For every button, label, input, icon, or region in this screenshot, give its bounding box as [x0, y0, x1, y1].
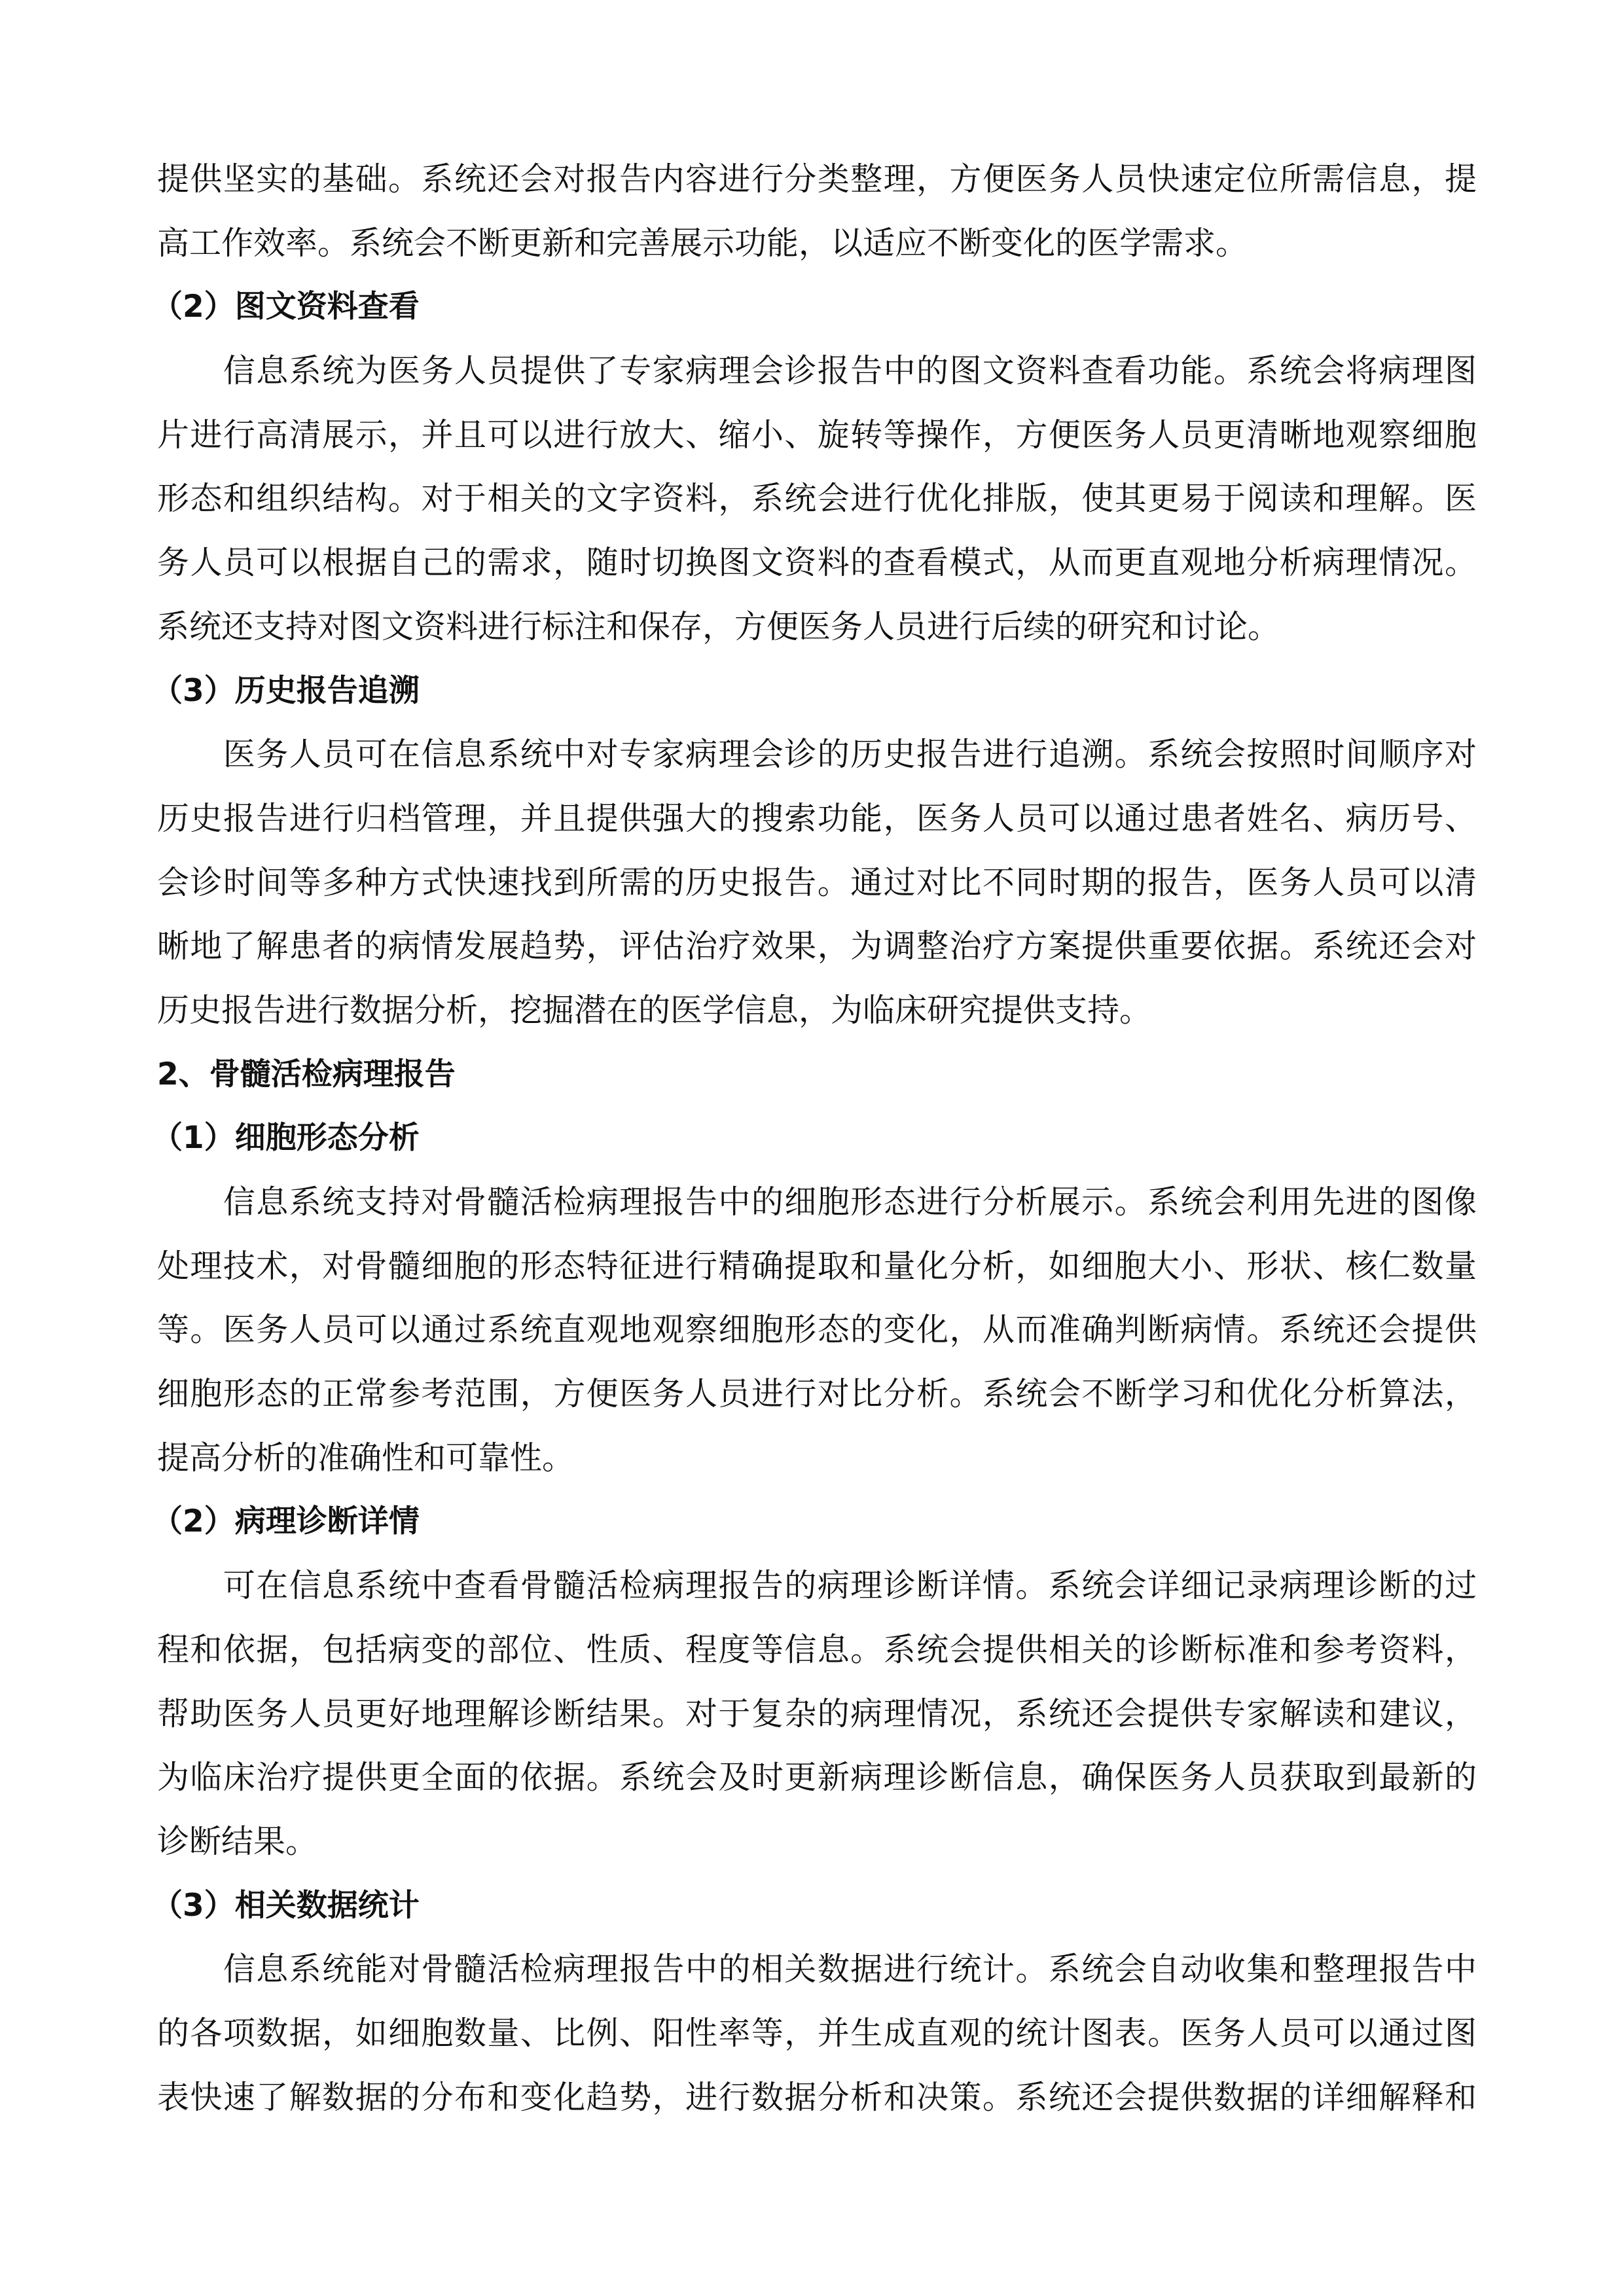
paragraph — [157, 147, 1477, 275]
subsection-heading — [152, 659, 1477, 723]
text-line: 处理技术，对骨髓细胞的形态特征进行精确提取和量化分析，如细胞大小、形状、核仁数量 — [157, 1247, 1477, 1285]
paragraph — [157, 723, 1477, 1042]
paragraph — [157, 1554, 1477, 1873]
text-line: 晰地了解患者的病情发展趋势，评估治疗效果，为调整治疗方案提供重要依据。系统还会对 — [157, 927, 1477, 965]
subsection-heading — [152, 1874, 1477, 1938]
text-line: 高工作效率。系统会不断更新和完善展示功能，以适应不断变化的医学需求。 — [157, 224, 1248, 262]
text-line: 提高分析的准确性和可靠性。 — [157, 1439, 575, 1477]
text-line: 会诊时间等多种方式快速找到所需的历史报告。通过对比不同时期的报告，医务人员可以清 — [157, 863, 1477, 901]
text-line: 信息系统能对骨髓活检病理报告中的相关数据进行统计。系统会自动收集和整理报告中 — [157, 1950, 1477, 1988]
section-heading — [157, 1043, 1477, 1107]
text-line: 可在信息系统中查看骨髓活检病理报告的病理诊断详情。系统会详细记录病理诊断的过 — [157, 1567, 1477, 1605]
text-line: 提供坚实的基础。系统还会对报告内容进行分类整理，方便医务人员快速定位所需信息，提 — [157, 160, 1477, 198]
text-line: 医务人员可在信息系统中对专家病理会诊的历史报告进行追溯。系统会按照时间顺序对 — [157, 736, 1477, 774]
text-line: 信息系统为医务人员提供了专家病理会诊报告中的图文资料查看功能。系统会将病理图 — [157, 352, 1477, 390]
text-line: 等。医务人员可以通过系统直观地观察细胞形态的变化，从而准确判断病情。系统还会提供 — [157, 1311, 1477, 1349]
document-body — [152, 147, 1477, 2129]
text-line: 系统还支持对图文资料进行标注和保存，方便医务人员进行后续的研究和讨论。 — [157, 607, 1280, 645]
text-line: 务人员可以根据自己的需求，随时切换图文资料的查看模式，从而更直观地分析病理情况。 — [157, 544, 1477, 582]
text-line: 形态和组织结构。对于相关的文字资料，系统会进行优化排版，使其更易于阅读和理解。医 — [157, 480, 1477, 518]
text-line: 程和依据，包括病变的部位、性质、程度等信息。系统会提供相关的诊断标准和参考资料， — [157, 1630, 1477, 1668]
text-line: 历史报告进行归档管理，并且提供强大的搜索功能，医务人员可以通过患者姓名、病历号、 — [157, 799, 1477, 837]
text-line: 片进行高清展示，并且可以进行放大、缩小、旋转等操作，方便医务人员更清晰地观察细胞 — [157, 416, 1477, 454]
text-line: 信息系统支持对骨髓活检病理报告中的细胞形态进行分析展示。系统会利用先进的图像 — [157, 1183, 1477, 1221]
text-line: 表快速了解数据的分布和变化趋势，进行数据分析和决策。系统还会提供数据的详细解释和 — [157, 2078, 1477, 2116]
text-line: 为临床治疗提供更全面的依据。系统会及时更新病理诊断信息，确保医务人员获取到最新的 — [157, 1759, 1477, 1797]
text-line: （2）病理诊断详情 — [152, 1503, 420, 1540]
paragraph — [157, 1937, 1477, 2129]
text-line: （3）历史报告追溯 — [152, 672, 420, 709]
text-line: 2、骨髓活检病理报告 — [157, 1056, 456, 1092]
paragraph — [157, 1170, 1477, 1490]
text-line: 诊断结果。 — [157, 1822, 318, 1860]
text-line: 的各项数据，如细胞数量、比例、阳性率等，并生成直观的统计图表。医务人员可以通过图 — [157, 2014, 1477, 2052]
subsection-heading — [152, 1490, 1477, 1554]
subsection-heading — [152, 275, 1477, 339]
paragraph — [157, 339, 1477, 658]
text-line: 历史报告进行数据分析，挖掘潜在的医学信息，为临床研究提供支持。 — [157, 991, 1152, 1029]
subsection-heading — [152, 1106, 1477, 1170]
text-line: （3）相关数据统计 — [152, 1887, 420, 1924]
text-line: 细胞形态的正常参考范围，方便医务人员进行对比分析。系统会不断学习和优化分析算法， — [157, 1375, 1477, 1413]
text-line: （1）细胞形态分析 — [152, 1120, 420, 1157]
text-line: 帮助医务人员更好地理解诊断结果。对于复杂的病理情况，系统还会提供专家解读和建议， — [157, 1695, 1477, 1732]
text-line: （2）图文资料查看 — [152, 289, 420, 325]
